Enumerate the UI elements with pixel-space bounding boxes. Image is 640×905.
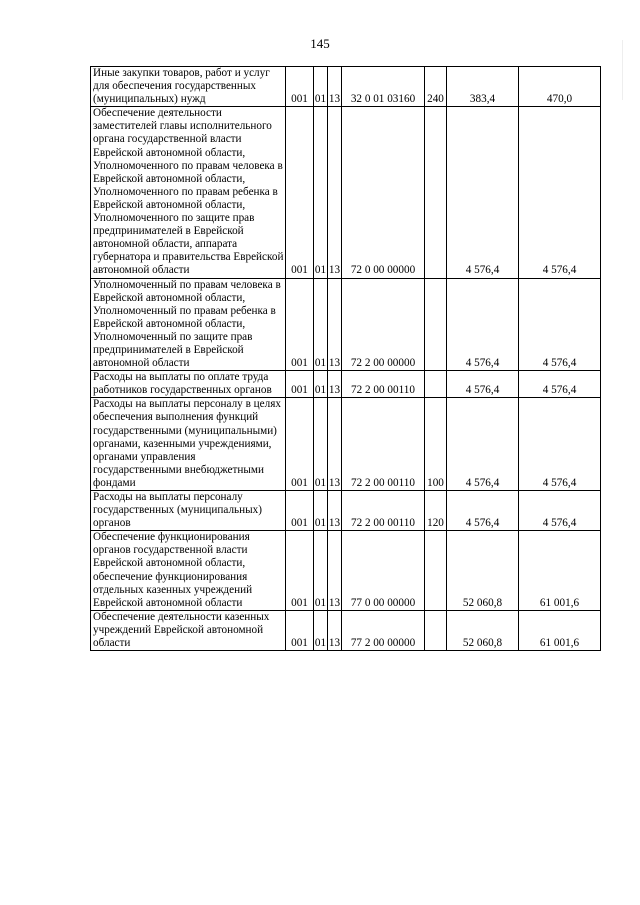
row-name: Расходы на выплаты персоналу государственных (муниципальных) органов	[91, 491, 286, 531]
sum-year-1: 4 576,4	[447, 278, 519, 371]
expense-type-code: 240	[425, 67, 447, 107]
row-name: Уполномоченный по правам человека в Еврейской автономной области, Уполномоченный по правам ребенка в Еврейской автономной области, Уполномоченный по защите прав предпринимателей в Еврейской автономной области	[91, 278, 286, 371]
row-name: Иные закупки товаров, работ и услуг для обеспечения государственных (муниципальных) нужд	[91, 67, 286, 107]
target-article-code: 72 0 00 00000	[342, 107, 425, 278]
expense-type-code	[425, 371, 447, 398]
row-name: Обеспечение деятельности заместителей главы исполнительного органа государственной власти Еврейской автономной области, Уполномоченного по правам человека в Еврейской автономной области, Уполномоченного по правам ребенка в Еврейской автономной области, Уполномоченного по защите прав предпринимателей в Еврейской автономной области, аппарата губернатора и правительства Еврейской автономной области	[91, 107, 286, 278]
expense-type-code: 120	[425, 491, 447, 531]
row-name: Расходы на выплаты персоналу в целях обеспечения выполнения функций государственными (муниципальными) органами, казенными учреждениями, органами управления государственными внебюджетными фондами	[91, 398, 286, 491]
target-article-code: 32 0 01 03160	[342, 67, 425, 107]
table-row	[91, 67, 601, 107]
subsection-code: 13	[328, 491, 342, 531]
table-row	[91, 398, 601, 491]
section-code: 01	[314, 278, 328, 371]
sum-year-1: 4 576,4	[447, 107, 519, 278]
sum-year-1: 383,4	[447, 67, 519, 107]
subsection-code: 13	[328, 610, 342, 650]
sum-year-2: 4 576,4	[519, 491, 601, 531]
ved-code: 001	[286, 107, 314, 278]
table-row	[91, 491, 601, 531]
ved-code: 001	[286, 491, 314, 531]
table-row	[91, 278, 601, 371]
ved-code: 001	[286, 398, 314, 491]
sum-year-1: 4 576,4	[447, 371, 519, 398]
sum-year-1: 4 576,4	[447, 491, 519, 531]
subsection-code: 13	[328, 398, 342, 491]
page-number: 145	[310, 36, 330, 51]
section-code: 01	[314, 371, 328, 398]
expense-type-code	[425, 278, 447, 371]
sum-year-2: 61 001,6	[519, 610, 601, 650]
sum-year-2: 4 576,4	[519, 398, 601, 491]
section-code: 01	[314, 67, 328, 107]
section-code: 01	[314, 398, 328, 491]
subsection-code: 13	[328, 107, 342, 278]
target-article-code: 72 2 00 00110	[342, 371, 425, 398]
section-code: 01	[314, 491, 328, 531]
sum-year-1: 52 060,8	[447, 531, 519, 611]
expense-type-code	[425, 107, 447, 278]
ved-code: 001	[286, 278, 314, 371]
subsection-code: 13	[328, 531, 342, 611]
sum-year-2: 4 576,4	[519, 371, 601, 398]
sum-year-2: 4 576,4	[519, 278, 601, 371]
target-article-code: 72 2 00 00110	[342, 491, 425, 531]
target-article-code: 77 0 00 00000	[342, 531, 425, 611]
expense-type-code	[425, 610, 447, 650]
target-article-code: 72 2 00 00000	[342, 278, 425, 371]
ved-code: 001	[286, 371, 314, 398]
ved-code: 001	[286, 67, 314, 107]
table-row	[91, 107, 601, 278]
row-name: Обеспечение функционирования органов государственной власти Еврейской автономной области, обеспечение функционирования отдельных казенных учреждений Еврейской автономной области	[91, 531, 286, 611]
target-article-code: 77 2 00 00000	[342, 610, 425, 650]
subsection-code: 13	[328, 371, 342, 398]
scan-edge-artifact	[622, 40, 623, 100]
sum-year-2: 61 001,6	[519, 531, 601, 611]
subsection-code: 13	[328, 278, 342, 371]
row-name: Обеспечение деятельности казенных учреждений Еврейской автономной области	[91, 610, 286, 650]
ved-code: 001	[286, 610, 314, 650]
table-row	[91, 371, 601, 398]
expense-type-code: 100	[425, 398, 447, 491]
section-code: 01	[314, 610, 328, 650]
table-row	[91, 531, 601, 611]
subsection-code: 13	[328, 67, 342, 107]
sum-year-1: 4 576,4	[447, 398, 519, 491]
table-row	[91, 610, 601, 650]
ved-code: 001	[286, 531, 314, 611]
section-code: 01	[314, 531, 328, 611]
budget-table	[90, 66, 601, 651]
row-name: Расходы на выплаты по оплате труда работников государственных органов	[91, 371, 286, 398]
target-article-code: 72 2 00 00110	[342, 398, 425, 491]
expense-type-code	[425, 531, 447, 611]
sum-year-2: 470,0	[519, 67, 601, 107]
sum-year-1: 52 060,8	[447, 610, 519, 650]
sum-year-2: 4 576,4	[519, 107, 601, 278]
section-code: 01	[314, 107, 328, 278]
